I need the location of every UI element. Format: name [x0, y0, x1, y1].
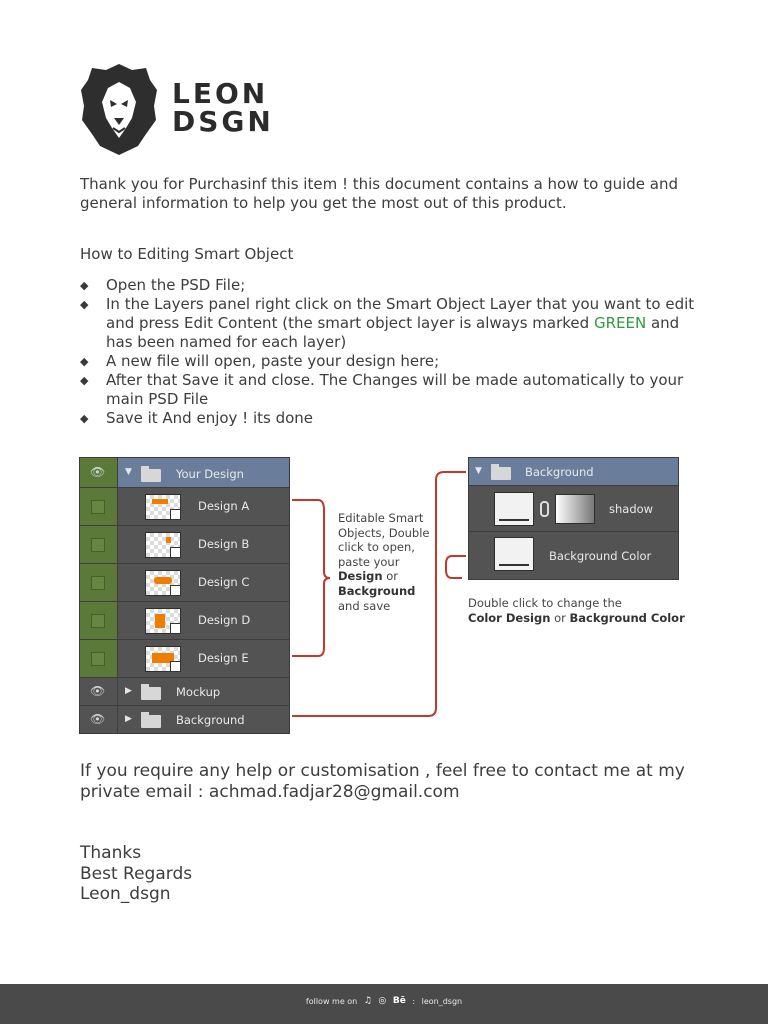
layer-name: Design D: [198, 613, 251, 627]
layer-name: Mockup: [176, 685, 221, 699]
diamond-bullet-icon: ◆: [80, 279, 89, 292]
layer-name: Your Design: [176, 467, 244, 481]
step-text: In the Layers panel right click on the Smart Object Layer that you want to edit and press Edit Content (the smart object layer is always marked: [106, 295, 695, 332]
layer-name: Background Color: [549, 549, 652, 563]
signoff-line: Leon_dsgn: [80, 884, 171, 904]
behance-icon[interactable]: Bē: [392, 996, 406, 1006]
note-bold-background: Background: [338, 583, 416, 598]
signoff: [80, 843, 192, 905]
annotation-editable-smart-objects: [338, 511, 438, 613]
note-or: or: [550, 610, 570, 625]
diamond-bullet-icon: ◆: [80, 298, 89, 311]
layer-name: shadow: [609, 502, 654, 516]
eye-icon[interactable]: 👁: [90, 712, 106, 726]
eye-icon[interactable]: 👁: [90, 465, 106, 479]
green-highlight: GREEN: [593, 314, 647, 332]
layer-name: Design B: [198, 537, 250, 551]
layer-name: Design E: [198, 651, 249, 665]
footer-content: [0, 996, 768, 1006]
help-paragraph: If you require any help or customisation , feel free to contact me at my private email : achmad.fadjar28@gmail.com: [80, 761, 685, 802]
triangle-down-icon[interactable]: ▼: [475, 466, 482, 476]
footer-handle[interactable]: leon_dsgn: [421, 996, 463, 1006]
note-bold-background-color: Background Color: [569, 610, 685, 625]
eye-icon[interactable]: 👁: [90, 684, 106, 698]
note-text: Double click to change the: [468, 596, 622, 610]
note-tail: and save: [338, 598, 391, 613]
brand-line-2: DSGN: [172, 105, 274, 138]
triangle-down-icon[interactable]: ▼: [125, 467, 132, 477]
signoff-line: Thanks: [80, 843, 142, 863]
signoff-line: Best Regards: [80, 863, 193, 884]
annotation-change-color: [468, 596, 688, 625]
howto-title: How to Editing Smart Object: [80, 245, 294, 263]
music-note-icon[interactable]: ♫: [363, 996, 372, 1006]
layer-name: Design C: [198, 575, 250, 589]
step-text: A new file will open, paste your design here;: [106, 352, 440, 370]
diamond-bullet-icon: ◆: [80, 412, 89, 425]
note-text: Editable Smart Objects, Double click to open, paste your: [338, 511, 430, 569]
note-bold-color-design: Color Design: [468, 610, 551, 625]
layer-name: Background: [525, 465, 594, 479]
diamond-bullet-icon: ◆: [80, 355, 89, 368]
footer-separator: :: [412, 996, 416, 1006]
step-text: After that Save it and close. The Changes will be made automatically to your main PSD File: [106, 371, 684, 408]
intro-paragraph: Thank you for Purchasinf this item ! this document contains a how to guide and general information to help you get the most out of this product.: [80, 175, 679, 212]
triangle-right-icon[interactable]: ▶: [125, 686, 132, 696]
step-text: Save it And enjoy ! its done: [106, 409, 314, 427]
step-text-tail: and has been named for each layer): [106, 314, 680, 351]
footer-bar: [0, 984, 768, 1024]
follow-text: follow me on: [305, 996, 358, 1006]
note-or: or: [382, 569, 398, 584]
note-bold-design: Design: [338, 569, 383, 584]
diamond-bullet-icon: ◆: [80, 374, 89, 387]
brand-line-1: LEON: [172, 77, 269, 110]
instagram-icon[interactable]: ◎: [378, 996, 387, 1006]
triangle-right-icon[interactable]: ▶: [125, 714, 132, 724]
step-text: Open the PSD File;: [106, 276, 246, 294]
layer-name: Design A: [198, 499, 250, 513]
layer-name: Background: [176, 713, 245, 727]
